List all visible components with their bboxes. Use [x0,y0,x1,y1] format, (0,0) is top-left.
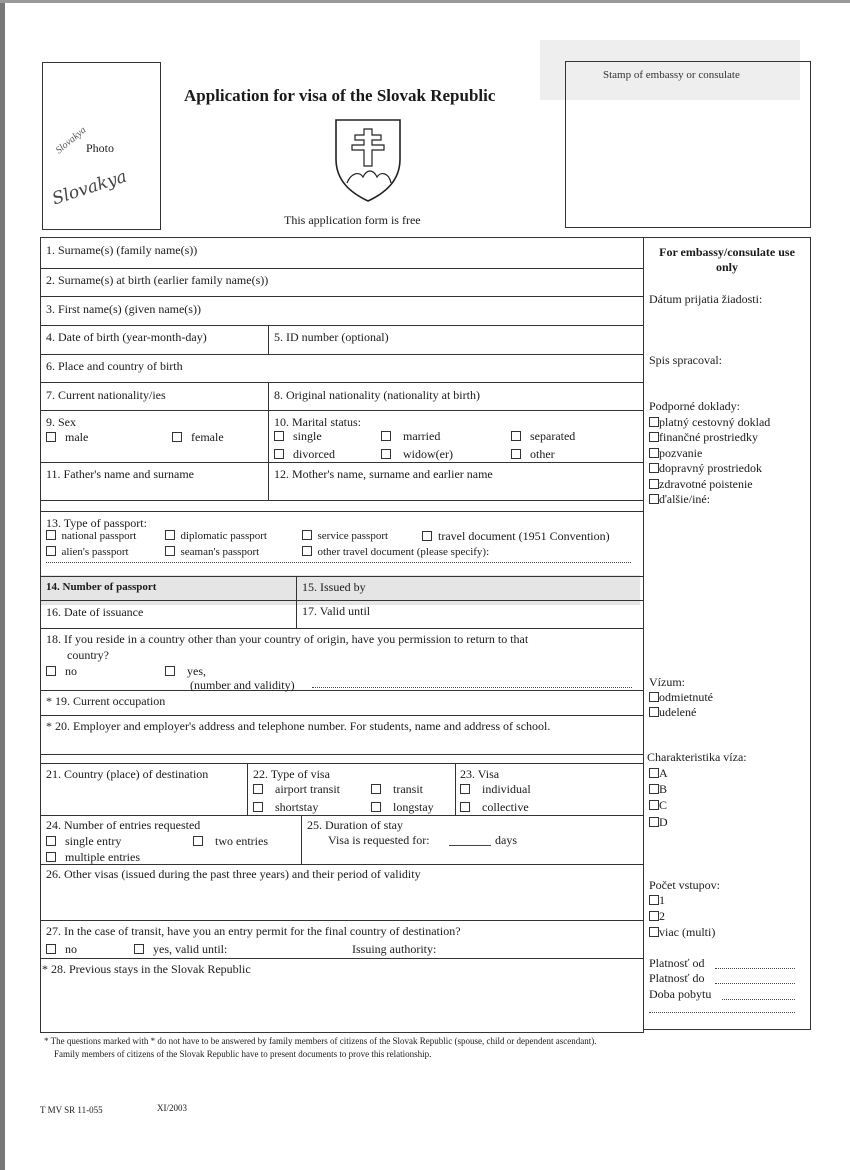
visa-longstay[interactable]: longstay [371,800,434,814]
field-place-of-birth[interactable]: 6. Place and country of birth [46,359,183,373]
stamp-box [565,61,811,228]
visa-airport-transit[interactable]: airport transit [253,782,340,796]
passport-travel-document[interactable]: travel document (1951 Convention) [422,529,610,543]
char-item[interactable]: C [649,798,667,812]
field-date-of-issuance[interactable]: 16. Date of issuance [46,605,144,619]
handwritten-note: Slovakya [53,124,89,157]
field-destination[interactable]: 21. Country (place) of destination [46,767,209,781]
sidebar-spis: Spis spracoval: [649,353,722,367]
field-marital-status: 10. Marital status: [274,415,361,429]
sidebar-platnost-od: Platnosť od [649,956,705,970]
return-yes[interactable]: yes, [165,664,206,678]
checkbox[interactable] [371,802,381,812]
checkbox[interactable] [46,836,56,846]
checkbox[interactable] [422,531,432,541]
checkbox[interactable] [172,432,182,442]
pocet-item[interactable]: 1 [649,893,665,907]
footer-note-2: Family members of citizens of the Slovak Republic have to present documents to prove this relationship. [54,1049,432,1059]
checkbox[interactable] [649,448,659,458]
visa-collective[interactable]: collective [460,800,529,814]
char-item[interactable]: D [649,815,668,829]
checkbox[interactable] [193,836,203,846]
duration-requested: Visa is requested for: [328,833,430,847]
field-previous-stays[interactable]: * 28. Previous stays in the Slovak Republic [42,962,251,976]
sidebar-platnost-do: Platnosť do [649,971,705,985]
transit-yes[interactable]: yes, valid until: [134,942,227,956]
pocet-item[interactable]: 2 [649,909,665,923]
visa-individual[interactable]: individual [460,782,531,796]
checkbox[interactable] [134,944,144,954]
field-transit-permit: 27. In the case of transit, have you an entry permit for the final country of destination? [46,924,461,938]
field-date-of-birth[interactable]: 4. Date of birth (year-month-day) [46,330,207,344]
field-surname-at-birth[interactable]: 2. Surname(s) at birth (earlier family name(s)) [46,273,269,287]
field-valid-until[interactable]: 17. Valid until [302,604,371,618]
sex-male[interactable]: male [46,430,88,444]
marital-divorced[interactable]: divorced [274,447,335,461]
field-mother-name[interactable]: 12. Mother's name, surname and earlier name [274,467,493,481]
passport-other[interactable]: other travel document (please specify): [302,546,489,559]
checkbox[interactable] [649,463,659,473]
free-note: This application form is free [284,213,421,227]
checkbox[interactable] [649,927,659,937]
checkbox[interactable] [274,449,284,459]
checkbox[interactable] [649,911,659,921]
checkbox[interactable] [649,784,659,794]
platnost-do-line[interactable] [715,973,795,984]
doklady-item[interactable]: platný cestovný doklad [649,415,770,429]
checkbox[interactable] [381,431,391,441]
field-passport-number[interactable]: 14. Number of passport [46,581,157,593]
sidebar-extra-line[interactable] [649,1004,795,1013]
sidebar-doklady: Podporné doklady: [649,399,740,413]
char-item[interactable]: B [649,782,667,796]
checkbox[interactable] [381,449,391,459]
field-other-visas[interactable]: 26. Other visas (issued during the past three years) and their period of validity [46,867,421,881]
checkbox[interactable] [165,546,175,556]
doklady-item[interactable]: ďalšie/iné: [649,492,710,506]
field-first-name[interactable]: 3. First name(s) (given name(s)) [46,302,201,316]
field-id-number[interactable]: 5. ID number (optional) [274,330,389,344]
footer-note-1: * The questions marked with * do not have to be answered by family members of citizens of the Slovak Republic (spouse, child or dependent ascendant). [44,1036,597,1046]
doba-line[interactable] [722,989,795,1000]
marital-separated[interactable]: separated [511,429,575,443]
vizum-item[interactable]: odmietnuté [649,690,713,704]
doklady-item[interactable]: zdravotné poistenie [649,477,753,491]
transit-issuing-authority[interactable]: Issuing authority: [352,942,437,956]
field-visa-type: 22. Type of visa [253,767,330,781]
entries-multiple[interactable]: multiple entries [46,850,140,864]
stamp-label: Stamp of embassy or consulate [603,69,740,81]
passport-national[interactable]: national passport [46,530,136,543]
field-entries: 24. Number of entries requested [46,818,201,832]
checkbox[interactable] [649,432,659,442]
checkbox[interactable] [302,546,312,556]
checkbox[interactable] [460,802,470,812]
visa-transit[interactable]: transit [371,782,423,796]
doklady-item[interactable]: dopravný prostriedok [649,461,762,475]
marital-single[interactable]: single [274,429,322,443]
handwritten-note: Slovakya [49,166,130,210]
form-code: T MV SR 11-055 [40,1105,103,1115]
sidebar-charakteristika: Charakteristika víza: [647,750,747,764]
checkbox[interactable] [46,546,56,556]
checkbox[interactable] [460,784,470,794]
visa-shortstay[interactable]: shortstay [253,800,318,814]
field-passport-type: 13. Type of passport: [46,516,147,530]
checkbox[interactable] [371,784,381,794]
checkbox[interactable] [649,895,659,905]
field-surname[interactable]: 1. Surname(s) (family name(s)) [46,243,198,257]
checkbox[interactable] [649,800,659,810]
photo-box[interactable] [42,62,161,230]
checkbox[interactable] [46,666,56,676]
checkbox[interactable] [649,768,659,778]
page-title: Application for visa of the Slovak Republic [184,86,496,105]
passport-seaman[interactable]: seaman's passport [165,546,259,559]
field-sex: 9. Sex [46,415,76,429]
checkbox[interactable] [302,530,312,540]
platnost-od-line[interactable] [715,958,795,969]
field-duration: 25. Duration of stay [307,818,403,832]
checkbox[interactable] [649,479,659,489]
checkbox[interactable] [649,692,659,702]
marital-widow[interactable]: widow(er) [381,447,453,461]
entries-single[interactable]: single entry [46,834,121,848]
passport-service[interactable]: service passport [302,530,388,543]
passport-diplomatic[interactable]: diplomatic passport [165,530,267,543]
checkbox[interactable] [46,530,56,540]
sidebar-title: For embassy/consulate use only [659,245,795,274]
passport-alien[interactable]: alien's passport [46,546,129,559]
scan-edge-top [0,0,850,3]
marital-married[interactable]: married [381,429,440,443]
duration-days-input[interactable] [449,834,491,846]
field-employer[interactable]: * 20. Employer and employer's address and telephone number. For students, name and address of school. [46,719,551,733]
sex-female[interactable]: female [172,430,224,444]
sidebar-vizum: Vízum: [649,675,685,689]
checkbox[interactable] [165,530,175,540]
checkbox[interactable] [649,494,659,504]
checkbox[interactable] [274,431,284,441]
field-return-permission: 18. If you reside in a country other than your country of origin, have you permission to return to that [46,632,529,646]
checkbox[interactable] [165,666,175,676]
checkbox[interactable] [46,432,56,442]
return-no[interactable]: no [46,664,77,678]
duration-days-label: days [495,833,517,847]
field-father-name[interactable]: 11. Father's name and surname [46,467,195,481]
transit-no[interactable]: no [46,942,77,956]
sidebar-datum: Dátum prijatia žiadosti: [649,292,763,306]
form-date: XI/2003 [157,1103,187,1113]
scan-edge-left [0,0,5,1170]
field-original-nationality[interactable]: 8. Original nationality (nationality at birth) [274,388,480,402]
photo-label: Photo [86,141,115,155]
checkbox[interactable] [46,852,56,862]
char-item[interactable]: A [649,766,668,780]
field-current-nationality[interactable]: 7. Current nationality/ies [46,388,166,402]
doklady-item[interactable]: pozvanie [649,446,702,460]
checkbox[interactable] [511,431,521,441]
checkbox[interactable] [511,449,521,459]
doklady-item[interactable]: finančné prostriedky [649,430,758,444]
pocet-item[interactable]: viac (multi) [649,925,715,939]
checkbox[interactable] [253,802,263,812]
checkbox[interactable] [649,417,659,427]
field-visa: 23. Visa [460,767,500,781]
return-number-line[interactable] [312,676,632,688]
passport-other-line[interactable] [46,562,631,563]
checkbox[interactable] [46,944,56,954]
return-number-validity: (number and validity) [190,678,295,692]
sidebar-doba: Doba pobytu [649,987,712,1001]
vizum-item[interactable]: udelené [649,705,696,719]
checkbox[interactable] [649,817,659,827]
entries-two[interactable]: two entries [193,834,268,848]
checkbox[interactable] [253,784,263,794]
sidebar-pocet: Počet vstupov: [649,878,720,892]
marital-other[interactable]: other [511,447,555,461]
coat-of-arms-icon [333,117,403,203]
checkbox[interactable] [649,707,659,717]
field-occupation[interactable]: * 19. Current occupation [46,694,166,708]
field-return-permission-2: country? [67,648,109,662]
field-issued-by[interactable]: 15. Issued by [302,580,366,594]
